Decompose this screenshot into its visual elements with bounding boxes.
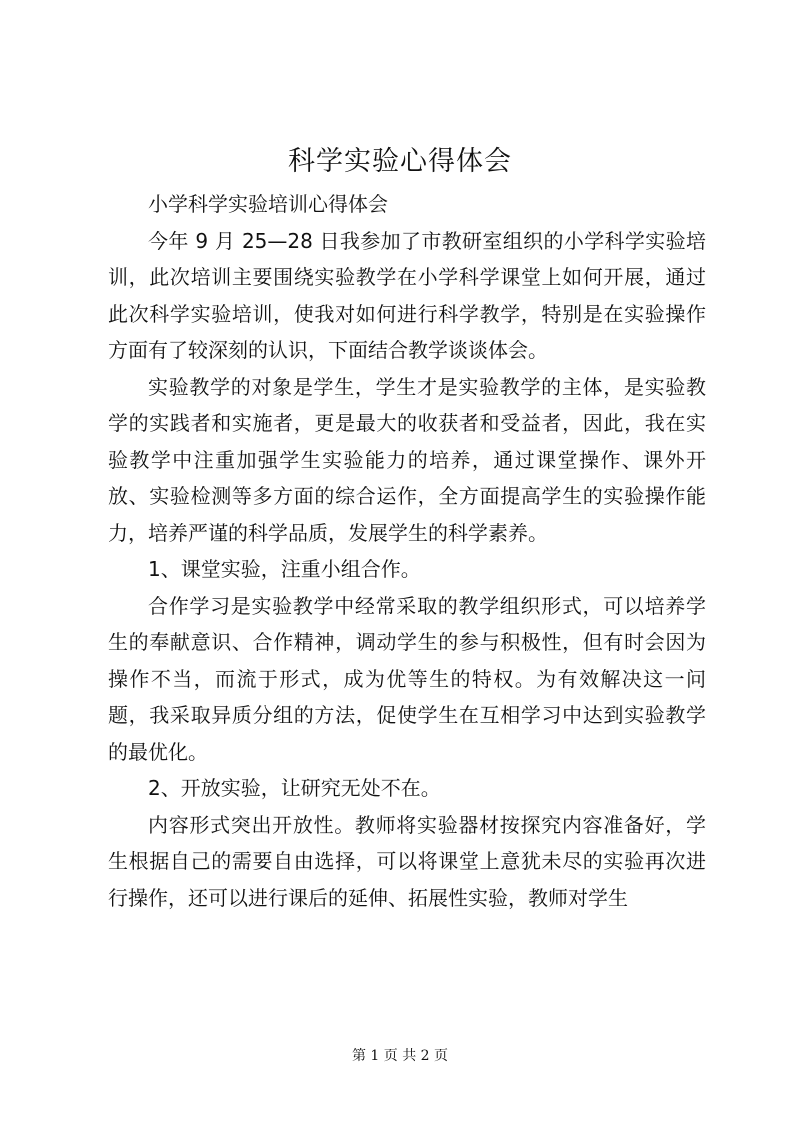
body-paragraph: 内容形式突出开放性。教师将实验器材按探究内容准备好，学生根据自己的需要自由选择，可以将课堂上意犹未尽的实验再次进行操作，还可以进行课后的延伸、拓展性实验，教师对学生 [108, 812, 706, 910]
document-body [108, 186, 706, 916]
body-paragraph: 合作学习是实验教学中经常采取的教学组织形式，可以培养学生的奉献意识、合作精神，调动学生的参与积极性，但有时会因为操作不当，而流于形式，成为优等生的特权。为有效解决这一问题，我采取异质分组的方法，促使学生在互相学习中达到实验教学的最优化。 [108, 593, 706, 764]
section-heading: 2、开放实验，让研究无处不在。 [148, 776, 441, 800]
body-paragraph: 实验教学的对象是学生，学生才是实验教学的主体，是实验教学的实践者和实施者，更是最大的收获者和受益者，因此，我在实验教学中注重加强学生实验能力的培养，通过课堂操作、课外开放、实验检测等多方面的综合运作，全方面提高学生的实验操作能力，培养严谨的科学品质，发展学生的科学素养。 [108, 374, 706, 545]
page-footer: 第 1 页 共 2 页 [351, 1048, 449, 1064]
document-title: 科学实验心得体会 [288, 146, 512, 177]
subtitle-paragraph: 小学科学实验培训心得体会 [148, 192, 388, 216]
section-heading: 1、课堂实验，注重小组合作。 [148, 557, 421, 581]
body-paragraph: 今年 9 月 25—28 日我参加了市教研室组织的小学科学实验培训，此次培训主要围绕实验教学在小学科学课堂上如何开展，通过此次科学实验培训，使我对如何进行科学教学，特别是在实验操作方面有了较深刻的认识，下面结合教学谈谈体会。 [108, 228, 706, 362]
